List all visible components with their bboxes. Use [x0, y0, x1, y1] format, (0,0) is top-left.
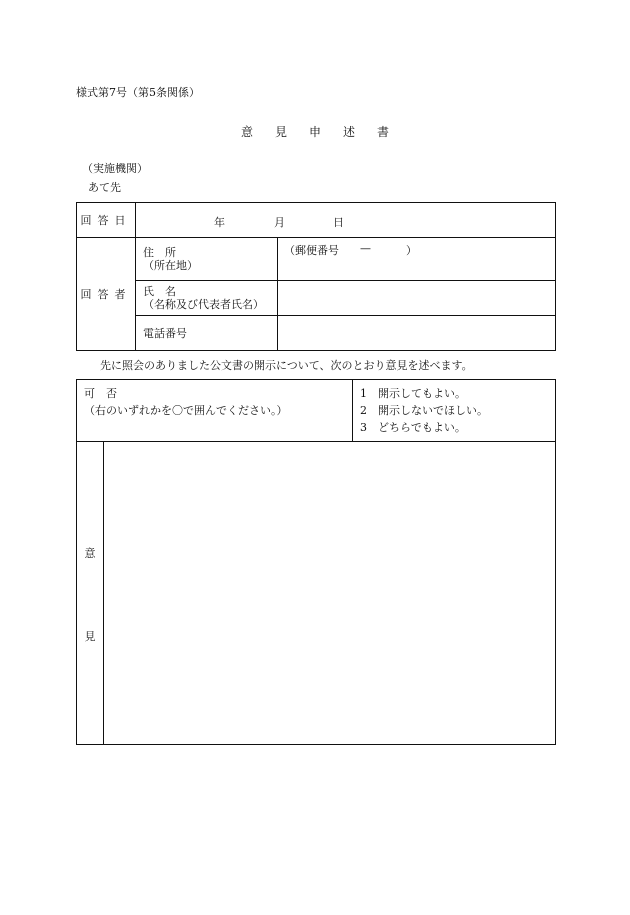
address-label-cell [136, 238, 278, 281]
postal-dash: — [360, 242, 371, 255]
option-2[interactable]: 2 開示しないでほしい。 [360, 404, 488, 417]
phone-label: 電話番号 [136, 316, 278, 351]
opinion-label-char2: 見 [84, 630, 96, 643]
option-1[interactable]: 1 開示してもよい。 [360, 387, 466, 400]
approval-label-cell [77, 380, 353, 442]
day-label: 日 [333, 216, 344, 229]
opinion-table [76, 379, 556, 745]
option-3[interactable]: 3 どちらでもよい。 [360, 421, 466, 434]
year-label: 年 [214, 216, 225, 229]
name-label-cell [136, 281, 278, 316]
opinion-label-char1: 意 [84, 547, 96, 560]
address-label: 住 所 [143, 246, 176, 259]
month-label: 月 [274, 216, 285, 229]
respondent-label: 回答者 [77, 238, 136, 351]
intro-text: 先に照会のありました公文書の開示について、次のとおり意見を述べます。 [100, 359, 473, 372]
agency-label: （実施機関） [82, 162, 148, 175]
approval-label: 可 否 [84, 387, 117, 400]
approval-row [77, 380, 556, 442]
approval-options [353, 380, 556, 442]
opinion-label-cell [77, 442, 104, 745]
approval-instruction: （右のいずれかを〇で囲んでください。） [84, 404, 288, 417]
respondent-table [76, 202, 556, 351]
reply-date-field[interactable] [136, 203, 556, 238]
postal-label: （郵便番号 [284, 244, 339, 257]
name-sublabel: （名称及び代表者氏名） [143, 298, 264, 311]
phone-field[interactable] [278, 316, 556, 351]
address-field[interactable] [278, 238, 556, 281]
reply-date-label: 回答日 [77, 203, 136, 238]
opinion-row [77, 442, 556, 745]
document-title: 意見申述書 [240, 125, 411, 139]
reply-date-row [77, 203, 556, 238]
postal-close: ） [406, 244, 417, 257]
addressee-label: あて先 [88, 181, 121, 194]
address-row [77, 238, 556, 281]
opinion-field[interactable] [104, 442, 556, 745]
name-row [77, 281, 556, 316]
name-label: 氏 名 [143, 285, 176, 298]
form-id: 様式第7号（第5条関係） [76, 86, 200, 99]
phone-row [77, 316, 556, 351]
address-sublabel: （所在地） [143, 259, 198, 272]
name-field[interactable] [278, 281, 556, 316]
